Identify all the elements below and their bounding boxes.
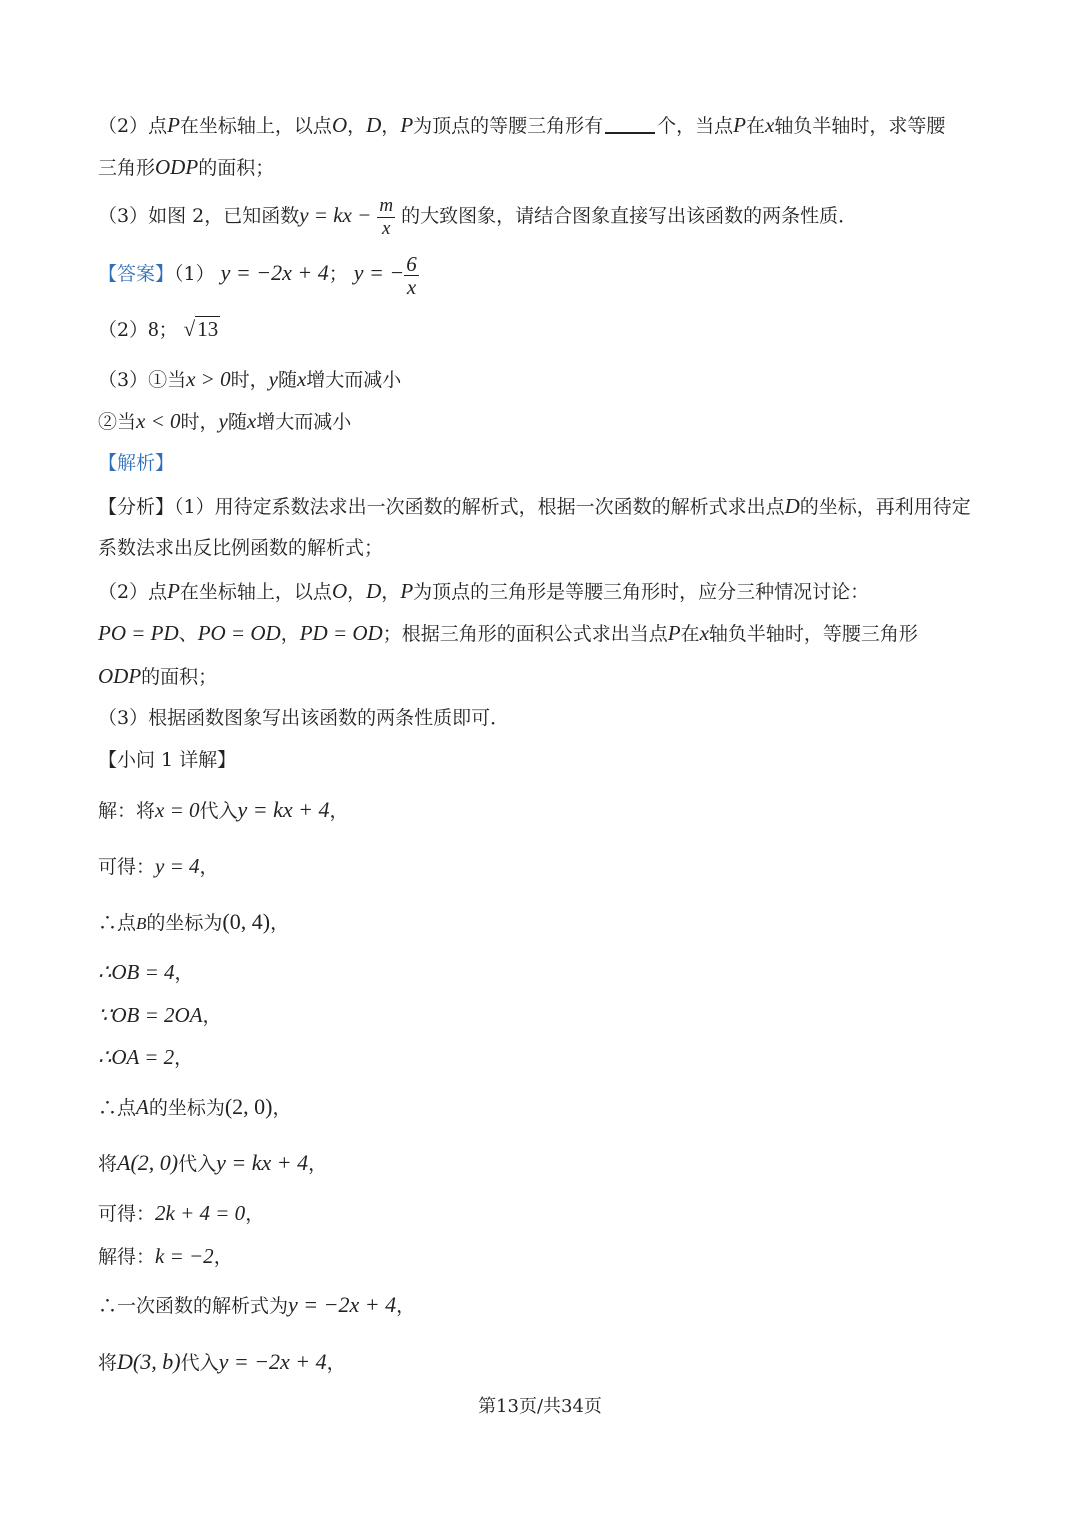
- point: (2, 0): [224, 1094, 273, 1119]
- answer-line-4: [98, 408, 990, 435]
- text: 可得：: [98, 856, 156, 878]
- text: （2）点: [98, 115, 168, 137]
- text: 解得：: [98, 1246, 156, 1268]
- analysis-line-5: [98, 663, 990, 690]
- equation: PO = PD: [98, 621, 179, 645]
- text: 将: [98, 1352, 118, 1374]
- analysis-line-4: [98, 620, 990, 647]
- analysis-line-3: [98, 578, 990, 605]
- var-b: B: [136, 914, 147, 933]
- analysis-line-1: [98, 493, 990, 520]
- text: （3）如图 2，已知函数: [98, 205, 300, 227]
- question-2-line-1: [98, 112, 990, 139]
- text: 的大致图象，请结合图象直接写出该函数的两条性质．: [401, 205, 858, 227]
- text: 的坐标，再利用待定: [799, 496, 971, 518]
- text: ；: [328, 263, 348, 285]
- point: (0, 4): [222, 909, 271, 934]
- text: 的面积；: [141, 666, 218, 688]
- var-p: P: [400, 579, 414, 603]
- var-p: P: [167, 579, 180, 603]
- denominator: x: [406, 274, 417, 299]
- answer-blank: [605, 114, 655, 134]
- text: 解：将: [98, 800, 156, 822]
- var-p: P: [733, 113, 746, 137]
- text: 的面积；: [198, 157, 275, 179]
- value: 8: [148, 317, 159, 341]
- text: 在坐标轴上，以点: [179, 115, 332, 137]
- text: ；根据三角形的面积公式求出当点: [382, 623, 668, 645]
- var-d: D: [366, 113, 382, 137]
- text: 增大而减小: [256, 411, 352, 433]
- radicand: 13: [197, 317, 219, 341]
- text: ∴一次函数的解析式为: [98, 1295, 289, 1317]
- step-4: [98, 959, 990, 986]
- text: ，: [199, 856, 219, 878]
- question-3: [98, 192, 990, 240]
- equation: y = −: [353, 260, 405, 285]
- text: 时，: [230, 369, 269, 391]
- text: ，: [270, 912, 290, 934]
- var-p: P: [167, 113, 180, 137]
- var-p: P: [667, 621, 681, 645]
- var-o: O: [331, 113, 348, 137]
- step-1: [98, 797, 990, 824]
- text: ，: [174, 962, 194, 984]
- text: 轴负半轴时，求等腰: [774, 115, 946, 137]
- text: ，: [280, 623, 300, 645]
- text: ，: [272, 1097, 292, 1119]
- step-11: [98, 1292, 990, 1319]
- step-12: [98, 1349, 990, 1376]
- text: （3）①当: [98, 369, 187, 391]
- condition: x < 0: [136, 409, 181, 433]
- text: ，: [174, 1047, 194, 1069]
- answer-line-3: [98, 366, 990, 393]
- step-9: [98, 1200, 990, 1227]
- analysis-tag: 【解析】: [98, 452, 175, 474]
- step-3: [98, 909, 990, 937]
- equation: 2k + 4 = 0: [155, 1201, 246, 1225]
- text: ，: [381, 115, 401, 137]
- denominator: x: [381, 217, 391, 239]
- text: 在坐标轴上，以点: [179, 581, 332, 603]
- equation: y = kx + 4: [216, 1150, 309, 1175]
- equation: y = kx + 4: [237, 797, 330, 822]
- numerator: m: [379, 194, 394, 216]
- text: 的坐标为: [148, 1097, 225, 1119]
- text: 可得：: [98, 1203, 156, 1225]
- step-8: [98, 1150, 990, 1177]
- function-expr: y = kx −: [299, 203, 372, 227]
- equation: y = −2x + 4: [288, 1292, 397, 1317]
- text: ，: [245, 1203, 265, 1225]
- text: 代入: [180, 1352, 219, 1374]
- step-6: [98, 1044, 990, 1071]
- var-odp: ODP: [155, 155, 199, 179]
- text: 、: [178, 623, 198, 645]
- answer-line-1: [98, 248, 990, 299]
- text: 代入: [178, 1153, 217, 1175]
- text: ，: [329, 800, 349, 822]
- answer-tag: 【答案】: [98, 263, 175, 285]
- sub-question-1-header: 【小问 1 详解】: [98, 749, 237, 771]
- text: ，: [213, 1246, 233, 1268]
- analysis-line-2: 系数法求出反比例函数的解析式；: [98, 537, 384, 559]
- point: A(2, 0): [117, 1150, 179, 1175]
- equation: ∴OA = 2: [98, 1045, 175, 1069]
- var-x: x: [699, 621, 709, 645]
- equation: PD = OD: [299, 621, 383, 645]
- text: ，: [202, 1005, 222, 1027]
- equation: k = −2: [155, 1244, 214, 1268]
- equation: PO = OD: [197, 621, 281, 645]
- text: ，: [326, 1352, 346, 1374]
- text: 轴负半轴时，等腰三角形: [708, 623, 918, 645]
- var-x: x: [296, 367, 307, 391]
- text: 三角形: [98, 157, 156, 179]
- step-5: [98, 1002, 990, 1029]
- text: 随: [227, 411, 247, 433]
- var-odp: ODP: [98, 664, 142, 688]
- page-number: 第13页/共34页: [478, 1396, 602, 1417]
- var-p: P: [400, 113, 414, 137]
- text: 随: [277, 369, 297, 391]
- text: 增大而减小: [306, 369, 402, 391]
- var-o: O: [331, 579, 348, 603]
- text: 的坐标为: [146, 912, 223, 934]
- text: 时，: [180, 411, 219, 433]
- text: ∴点: [98, 912, 137, 934]
- text: 个，当点: [657, 115, 734, 137]
- text: 【分析】（1）用待定系数法求出一次函数的解析式，根据一次函数的解析式求出点: [98, 496, 785, 518]
- text: ，: [396, 1295, 416, 1317]
- var-x: x: [246, 409, 257, 433]
- answer-line-2: [98, 316, 990, 343]
- equation: y = −2x + 4: [220, 260, 329, 285]
- var-a: A: [136, 1095, 149, 1119]
- equation: x = 0: [155, 798, 200, 822]
- text: 在: [680, 623, 700, 645]
- text: （2）点: [98, 581, 168, 603]
- sqrt-13: √13: [183, 317, 219, 341]
- fraction-6-over-x: [404, 253, 419, 298]
- text: ，: [308, 1153, 328, 1175]
- text: ，: [347, 115, 367, 137]
- text: 将: [98, 1153, 118, 1175]
- text: （2）: [98, 319, 149, 341]
- step-7: [98, 1094, 990, 1121]
- var-d: D: [366, 579, 382, 603]
- equation: y = 4: [155, 854, 200, 878]
- var-y: y: [218, 409, 228, 433]
- analysis-line-6: （3）根据函数图象写出该函数的两条性质即可．: [98, 707, 510, 729]
- text: ；: [158, 319, 178, 341]
- text: ，: [347, 581, 367, 603]
- text: ②当: [98, 411, 137, 433]
- text: 代入: [199, 800, 238, 822]
- point: D(3, b): [117, 1349, 181, 1374]
- var-d: D: [784, 494, 800, 518]
- equation: y = −2x + 4: [218, 1349, 327, 1374]
- text: 为顶点的三角形是等腰三角形时，应分三种情况讨论：: [413, 581, 870, 603]
- var-y: y: [268, 367, 278, 391]
- text: ∴点: [98, 1097, 137, 1119]
- numerator: 6: [406, 251, 417, 276]
- condition: x > 0: [186, 367, 231, 391]
- text: （1）: [174, 263, 215, 285]
- text: 在: [746, 115, 766, 137]
- text: 为顶点的等腰三角形有: [413, 115, 604, 137]
- text: ，: [381, 581, 401, 603]
- step-2: [98, 853, 990, 880]
- fraction-m-over-x: [377, 195, 395, 240]
- equation: ∴OB = 4: [98, 960, 175, 984]
- question-2-line-2: [98, 154, 990, 181]
- equation: ∵OB = 2OA: [98, 1003, 203, 1027]
- step-10: [98, 1243, 990, 1270]
- var-x: x: [765, 113, 775, 137]
